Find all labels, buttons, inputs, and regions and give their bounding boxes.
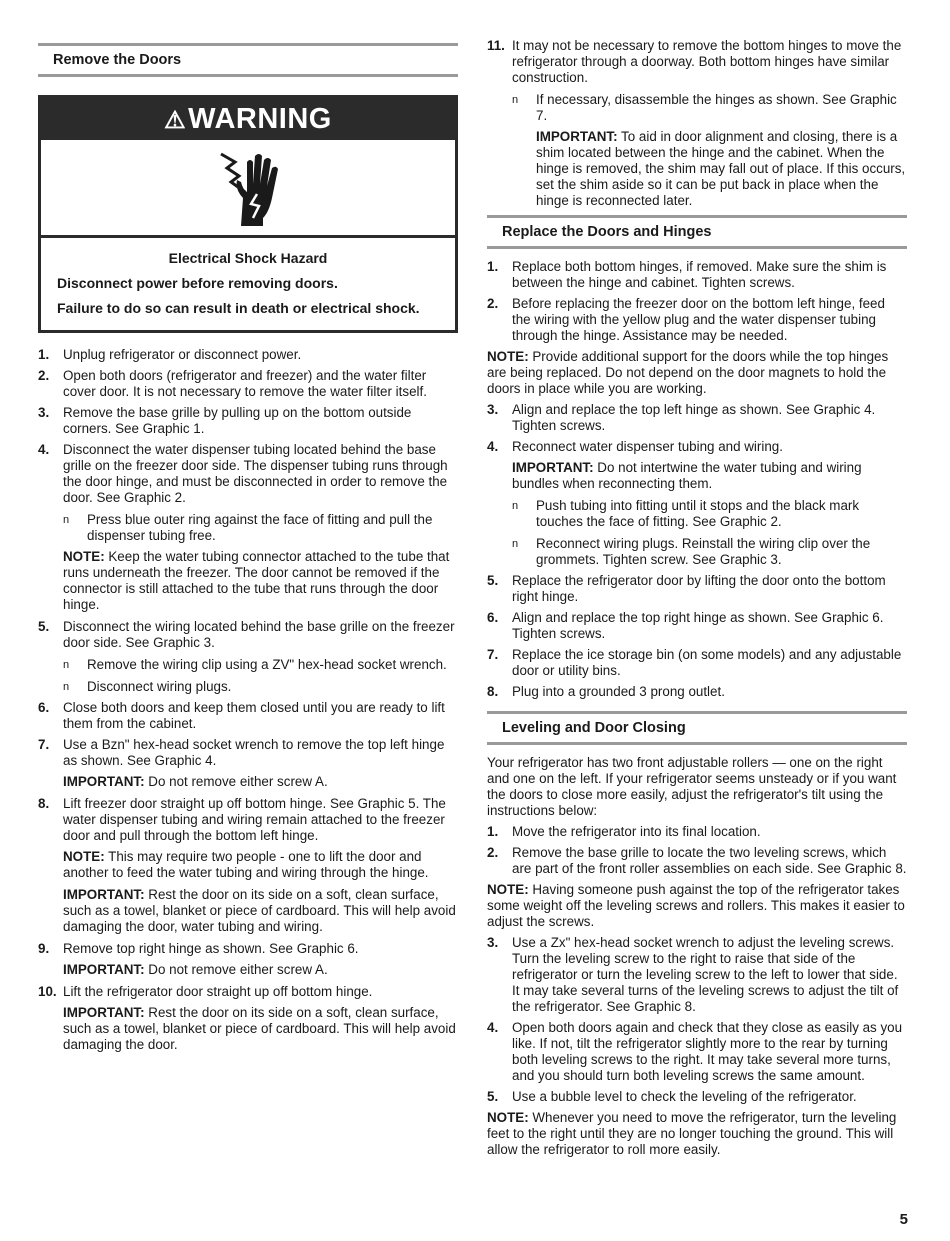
list-item: 4. Open both doors again and check that they close as easily as you like. If not, tilt the refrigerator slightly more to the rear by turning both leveling screws to the right. It may take several more turns, and you should turn both leveling screws the same amount. — [487, 1020, 903, 1083]
list-item: 2. Remove the base grille to locate the two leveling screws, which are part of the front roller assemblies on each side. See Graphic 8. — [487, 845, 907, 876]
leveling-note: NOTE: Having someone push against the top of the refrigerator takes some weight off the leveling screws and rollers. This makes it easier to adjust the screws. — [487, 882, 905, 929]
replace-steps-list-b — [487, 402, 907, 700]
list-item: 1. Move the refrigerator into its final location. — [487, 824, 761, 839]
list-item: 5. Disconnect the wiring located behind the base grille on the freezer door side. See Graphic 3. n Remove the wiring clip using a ZV" hex-head socket wrench. n Disconnect wiring plugs. — [38, 619, 458, 695]
list-item: 8. Plug into a grounded 3 prong outlet. — [487, 684, 725, 699]
list-item: 1. Replace both bottom hinges, if removed. Make sure the shim is between the hinge and cabinet. Tighten screws. — [487, 259, 887, 290]
list-item: 7. Replace the ice storage bin (on some models) and any adjustable door or utility bins. — [487, 647, 902, 678]
list-item: 2. Before replacing the freezer door on the bottom left hinge, feed the wiring with the yellow plug and the water dispenser tubing through the hinge. Assistance may be needed. — [487, 296, 885, 343]
remove-steps-continued — [487, 38, 907, 209]
warning-text — [41, 238, 455, 330]
list-item: 2. Open both doors (refrigerator and freezer) and the water filter cover door. It is not necessary to remove the water filter itself. — [38, 368, 427, 399]
page-number: 5 — [899, 1211, 908, 1228]
section-heading-remove-doors: Remove the Doors — [38, 43, 458, 77]
electrical-shock-hand-icon — [213, 148, 283, 228]
final-note: NOTE: Whenever you need to move the refrigerator, turn the leveling feet to the right until they are no longer touching the ground. This will allow the refrigerator to roll more easily. — [487, 1110, 897, 1157]
warning-pictogram-area — [41, 140, 455, 238]
leveling-steps-list — [487, 824, 907, 877]
warning-hazard: Electrical Shock Hazard — [168, 250, 328, 266]
section-heading-leveling: Leveling and Door Closing — [487, 711, 907, 745]
bullet-icon: n — [63, 659, 70, 671]
step-note: IMPORTANT: Rest the door on its side on a soft, clean surface, such as a towel, blanket or piece of cardboard. This will help avoid damaging the door. — [63, 1005, 456, 1052]
list-item: 7. Use a Bzn" hex-head socket wrench to remove the top left hinge as shown. See Graphic 4. IMPORTANT: Do not remove either screw A. — [38, 737, 458, 790]
list-item: 5. Replace the refrigerator door by lifting the door onto the bottom right hinge. — [487, 573, 886, 604]
leveling-steps-list-b — [487, 935, 907, 1105]
bullet-icon: n — [63, 514, 70, 526]
list-item: 4. Disconnect the water dispenser tubing located behind the base grille on the freezer door side. The dispenser tubing runs through the door hinge, and must be disconnected in order to remove the door. See Graphic 2. n Press blue outer ring against the face of fitting and pull the dispenser tubing free. NOTE: Keep the water tubing connector attached to the tube that runs underneath the freezer. The door cannot be removed if the connector is still attached to the tube that runs through the door hinge. — [38, 442, 458, 613]
list-item: 4. Reconnect water dispenser tubing and wiring. IMPORTANT: Do not intertwine the water tubing and wiring bundles when reconnecting them. n Push tubing into fitting until it stops and the black mark touches the face of fitting. See Graphic 2. n Reconnect wiring plugs. Reinstall the wiring clip over the grommets. Tighten screw. See Graphic 3. — [487, 439, 907, 568]
warning-line2: Failure to do so can result in death or electrical shock. — [57, 300, 420, 316]
bullet-icon: n — [512, 500, 519, 512]
right-column — [487, 0, 907, 1163]
step-note: IMPORTANT: Do not remove either screw A. — [63, 774, 328, 789]
remove-steps-list — [38, 347, 458, 1053]
warning-triangle-icon: ⚠ — [164, 107, 187, 134]
bullet-icon: n — [63, 681, 70, 693]
sub-bullet: n Reconnect wiring plugs. Reinstall the wiring clip over the grommets. Tighten screw. See Graphic 3. — [512, 536, 871, 567]
bullet-icon: n — [512, 538, 519, 550]
list-item: 1. Unplug refrigerator or disconnect power. — [38, 347, 302, 362]
list-item: 10. Lift the refrigerator door straight up off bottom hinge. IMPORTANT: Rest the door on its side on a soft, clean surface, such as a towel, blanket or piece of cardboard. This will help avoid damaging the door. — [38, 984, 458, 1053]
sub-bullet: n Push tubing into fitting until it stops and the black mark touches the face of fitting. See Graphic 2. — [512, 498, 860, 529]
list-item: 6. Align and replace the top right hinge as shown. See Graphic 6. Tighten screws. — [487, 610, 884, 641]
list-item: 3. Remove the base grille by pulling up on the bottom outside corners. See Graphic 1. — [38, 405, 412, 436]
sub-bullet: n Disconnect wiring plugs. — [63, 679, 232, 694]
sub-bullet: n If necessary, disassemble the hinges as shown. See Graphic 7. — [512, 92, 897, 123]
warning-line1: Disconnect power before removing doors. — [57, 275, 338, 291]
step-note: IMPORTANT: Do not intertwine the water tubing and wiring bundles when reconnecting them. — [512, 460, 862, 491]
step-note: NOTE: This may require two people - one to lift the door and another to feed the water tubing and wiring through the hinge. — [63, 849, 429, 880]
replace-note: NOTE: Provide additional support for the doors while the top hinges are being replaced. Do not depend on the door magnets to hold the doors in place while you are working. — [487, 349, 889, 396]
list-item: 9. Remove top right hinge as shown. See Graphic 6. IMPORTANT: Do not remove either screw A. — [38, 941, 458, 978]
list-item: 5. Use a bubble level to check the leveling of the refrigerator. — [487, 1089, 857, 1104]
step-note: IMPORTANT: Do not remove either screw A. — [63, 962, 328, 977]
replace-steps-list — [487, 259, 907, 344]
list-item: 11. It may not be necessary to remove the bottom hinges to move the refrigerator through a doorway. Both bottom hinges have similar construction. n If necessary, disassemble the hinges as shown. See Graphic 7. IMPORTANT: To aid in door alignment and closing, there is a shim located between the hinge and the cabinet. When the hinge is removed, the shim may fall out of place. If this occurs, set the shim aside so it can be put back in place when the hinge is reconnected later. — [487, 38, 906, 208]
leveling-intro: Your refrigerator has two front adjustable rollers — one on the right and one on the left. If your refrigerator seems unsteady or if you want the doors to close more easily, adjust the refrigerator's tilt using the instructions below: — [487, 755, 897, 818]
list-item: 8. Lift freezer door straight up off bottom hinge. See Graphic 5. The water dispenser tubing and wiring remain attached to the freezer door and pull through the bottom left hinge. NOTE: This may require two people - one to lift the door and another to feed the water tubing and wiring through the hinge. IMPORTANT: Rest the door on its side on a soft, clean surface, such as a towel, blanket or piece of cardboard. This will help avoid damaging the door, water tubing and wiring. — [38, 796, 458, 935]
left-column — [38, 0, 458, 1059]
list-item: 6. Close both doors and keep them closed until you are ready to lift them from the cabinet. — [38, 700, 445, 731]
step-note: NOTE: Keep the water tubing connector attached to the tube that runs underneath the freezer. The door cannot be removed if the connector is still attached to the tube that runs through the door hinge. — [63, 549, 450, 612]
bullet-icon: n — [512, 94, 519, 106]
list-item: 3. Use a Zx" hex-head socket wrench to adjust the leveling screws. Turn the leveling screw to the right to raise that side of the refrigerator or turn the leveling screw to the left to lower that side. It may take several turns of the leveling screws to adjust the tilt of the refrigerator. See Graphic 8. — [487, 935, 899, 1014]
list-item: 3. Align and replace the top left hinge as shown. See Graphic 4. Tighten screws. — [487, 402, 876, 433]
warning-title: ⚠WARNING — [41, 98, 455, 140]
sub-bullet: n Remove the wiring clip using a ZV" hex-head socket wrench. — [63, 657, 447, 672]
step-note: IMPORTANT: To aid in door alignment and closing, there is a shim located between the hinge and the cabinet. When the hinge is removed, the shim may fall out of place. If this occurs, set the shim aside so it can be put back in place when the hinge is reconnected later. — [536, 129, 906, 208]
step-note: IMPORTANT: Rest the door on its side on a soft, clean surface, such as a towel, blanket or piece of cardboard. This will help avoid damaging the door, water tubing and wiring. — [63, 887, 456, 934]
warning-box — [38, 95, 458, 333]
sub-bullet: n Press blue outer ring against the face of fitting and pull the dispenser tubing free. — [63, 512, 433, 543]
section-heading-replace-doors: Replace the Doors and Hinges — [487, 215, 907, 249]
